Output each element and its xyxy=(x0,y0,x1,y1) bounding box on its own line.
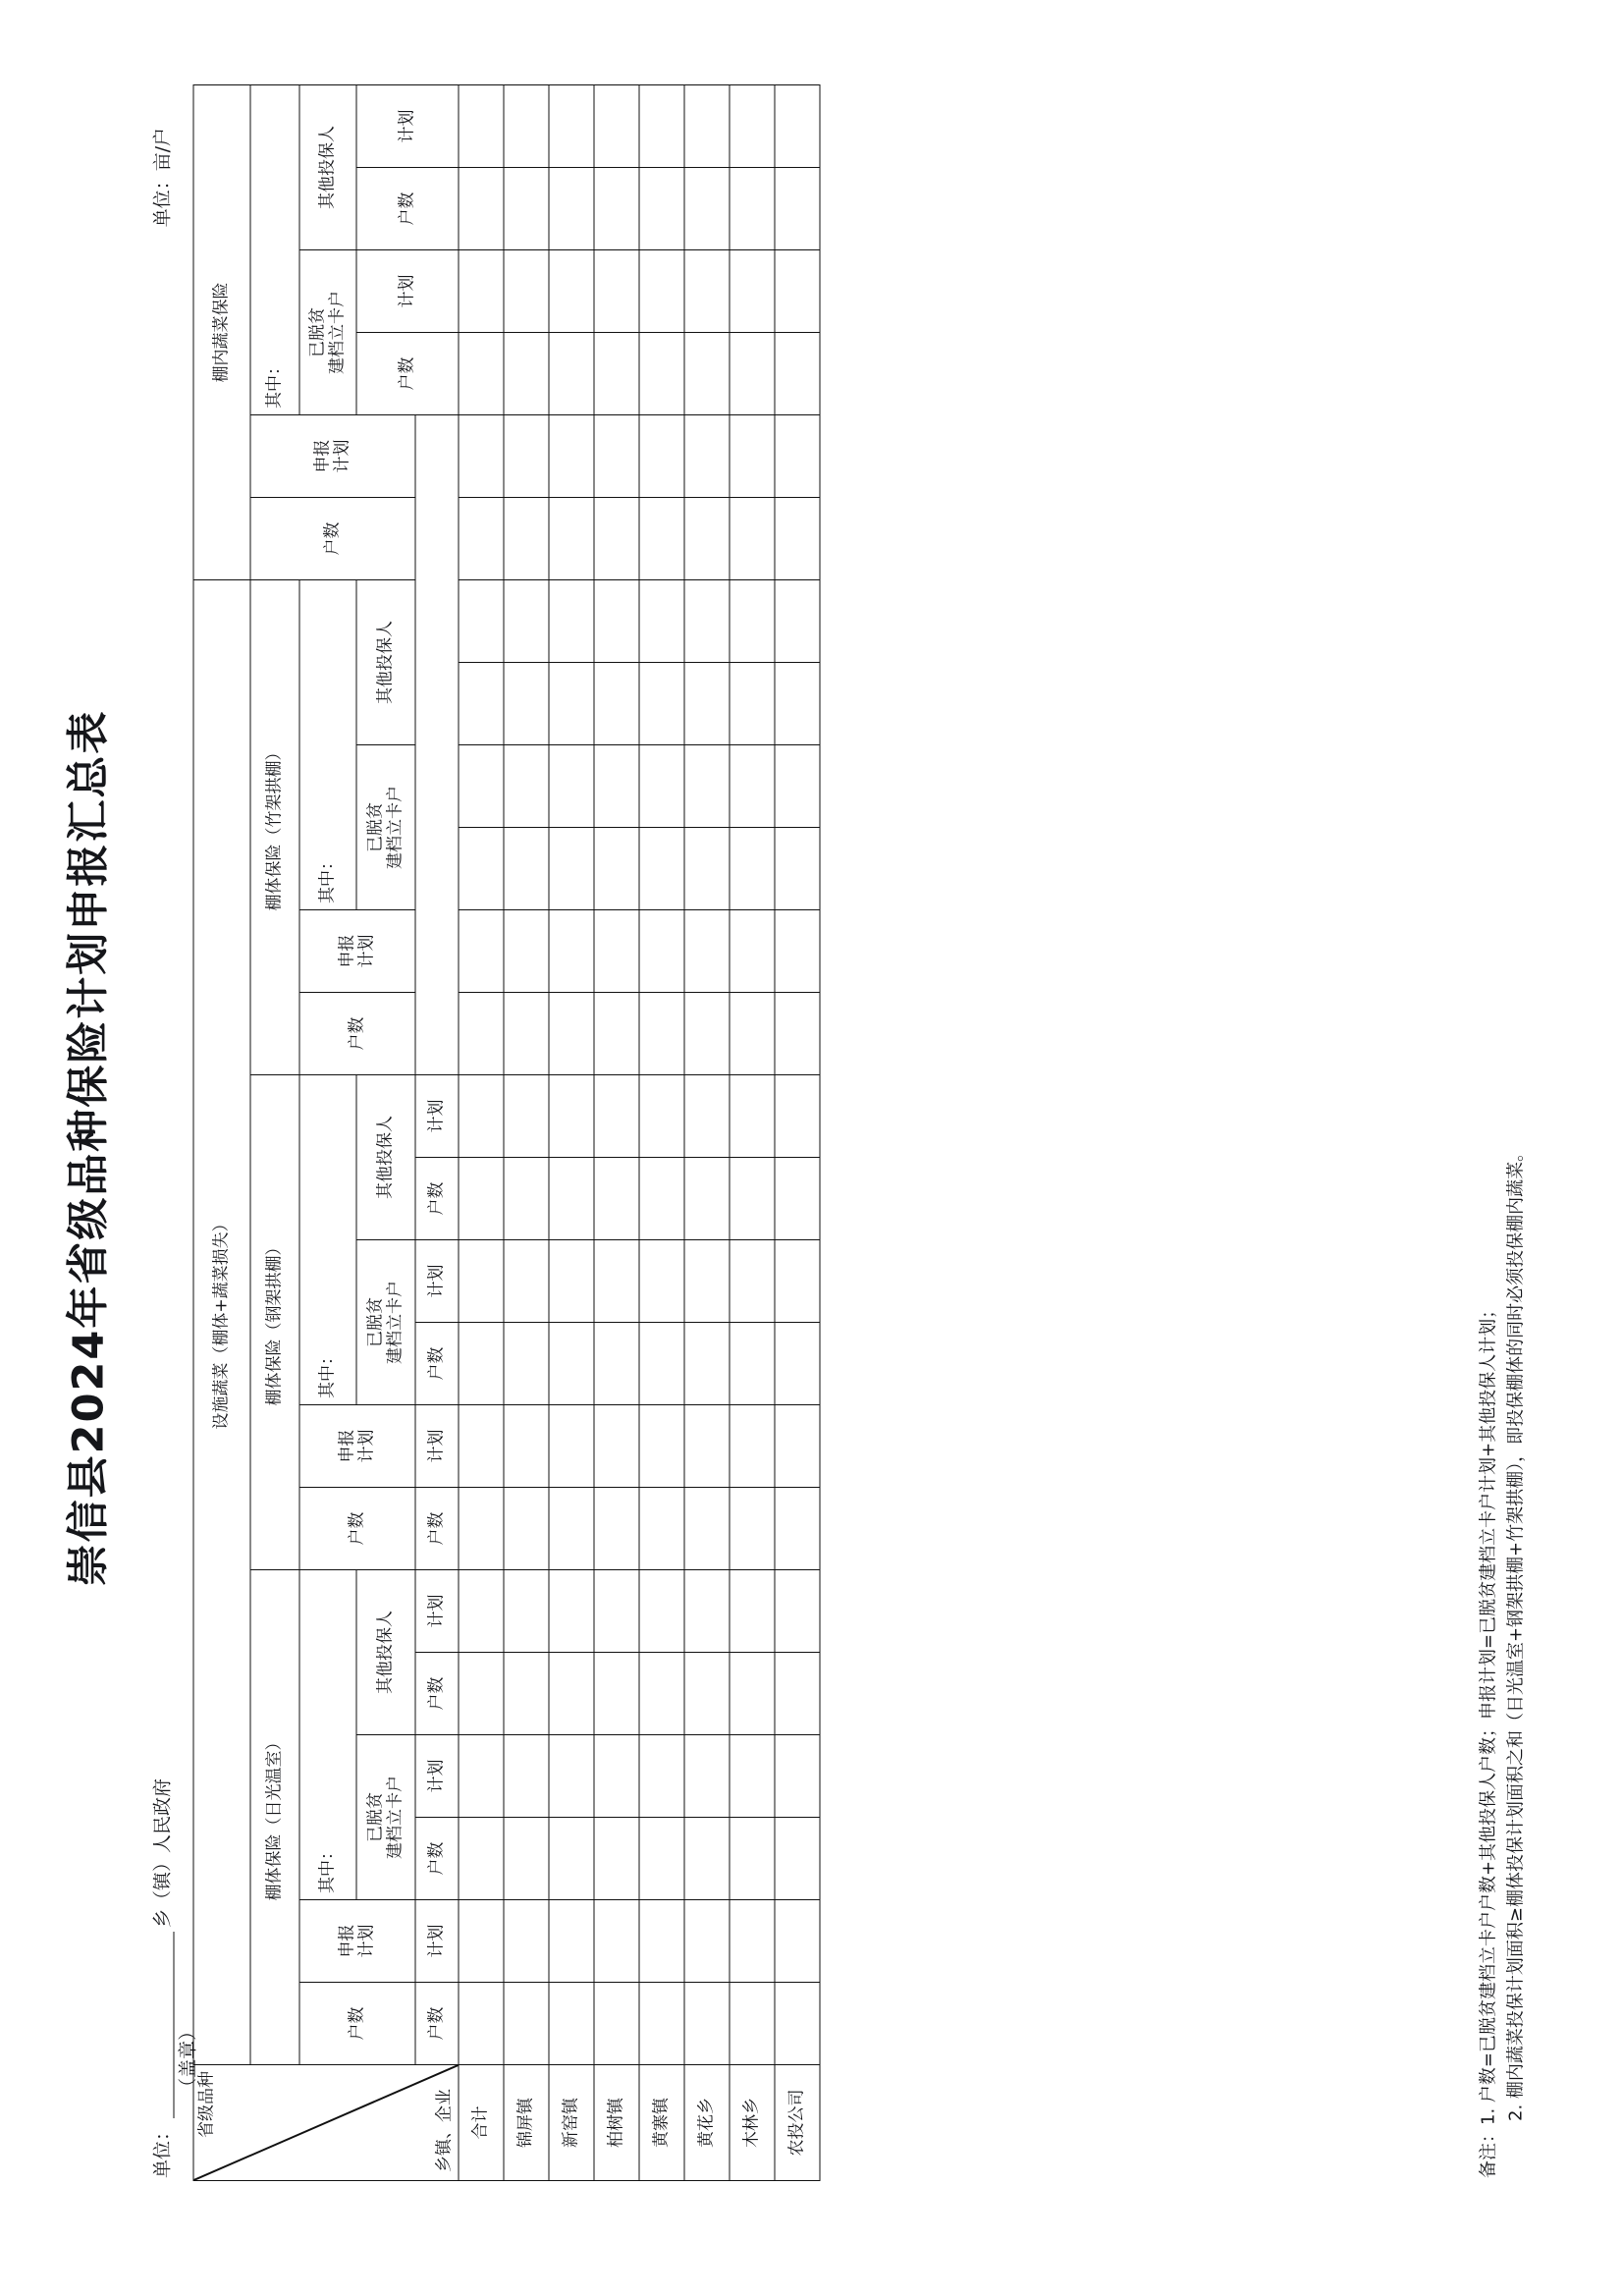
cell[interactable] xyxy=(730,745,775,828)
row-label: 新窑镇 xyxy=(549,2065,594,2181)
cell[interactable] xyxy=(684,1158,730,1240)
cell[interactable] xyxy=(684,168,730,250)
cell[interactable] xyxy=(459,1158,504,1240)
cell[interactable] xyxy=(730,168,775,250)
page-title: 崇信县2024年省级品种保险计划申报汇总表 xyxy=(64,709,113,1587)
g3-which-header: 其中： xyxy=(299,580,356,910)
cell[interactable] xyxy=(639,85,684,168)
cell[interactable] xyxy=(459,415,504,498)
cell[interactable] xyxy=(639,993,684,1075)
g1-other-plan-header: 计划 xyxy=(415,1735,459,1818)
cell[interactable] xyxy=(730,1900,775,1983)
cell[interactable] xyxy=(549,1818,594,1900)
cell[interactable] xyxy=(504,1488,549,1570)
cell[interactable] xyxy=(639,415,684,498)
cell[interactable] xyxy=(594,663,639,745)
g1-other-insured-header: 其他投保人 xyxy=(356,1570,415,1735)
cell[interactable] xyxy=(459,1075,504,1158)
cell[interactable] xyxy=(775,1323,820,1405)
g2-which-header: 其中： xyxy=(299,1075,356,1405)
unit-left-field xyxy=(147,1777,198,2178)
cell[interactable] xyxy=(594,1570,639,1653)
cell[interactable] xyxy=(730,1240,775,1323)
cell[interactable] xyxy=(639,1570,684,1653)
cell[interactable] xyxy=(504,663,549,745)
cell[interactable] xyxy=(594,250,639,333)
cell[interactable] xyxy=(459,993,504,1075)
g3-poor-plan-header: 计划 xyxy=(415,1240,459,1323)
cell[interactable] xyxy=(684,415,730,498)
cell[interactable] xyxy=(549,1158,594,1240)
cell[interactable] xyxy=(594,1405,639,1488)
cell[interactable] xyxy=(775,1570,820,1653)
cell[interactable] xyxy=(549,498,594,580)
notes-label: 备注： xyxy=(1478,2125,1498,2178)
cell[interactable] xyxy=(684,1075,730,1158)
cell[interactable] xyxy=(594,1735,639,1818)
cell[interactable] xyxy=(730,910,775,993)
row-label: 黄花乡 xyxy=(684,2065,730,2181)
g3-households-header: 户数 xyxy=(299,993,415,1075)
table-row[interactable] xyxy=(775,85,820,2181)
cell[interactable] xyxy=(730,580,775,663)
g2-plan-apply-header: 申报 计划 xyxy=(299,1405,415,1488)
cell[interactable] xyxy=(684,1240,730,1323)
cell[interactable] xyxy=(639,1405,684,1488)
table-row[interactable] xyxy=(594,85,639,2181)
cell[interactable] xyxy=(459,1405,504,1488)
cell[interactable] xyxy=(775,1488,820,1570)
cell[interactable] xyxy=(775,1653,820,1735)
cell[interactable] xyxy=(684,663,730,745)
cell[interactable] xyxy=(504,910,549,993)
cell[interactable] xyxy=(594,1488,639,1570)
cell[interactable] xyxy=(459,1983,504,2065)
cell[interactable] xyxy=(730,85,775,168)
g3-poor-count-header: 户数 xyxy=(415,1323,459,1405)
cell[interactable] xyxy=(639,663,684,745)
cell[interactable] xyxy=(775,1158,820,1240)
table-row[interactable] xyxy=(684,85,730,2181)
cell[interactable] xyxy=(459,1240,504,1323)
cell[interactable] xyxy=(639,1488,684,1570)
cell[interactable] xyxy=(730,1653,775,1735)
unit-right-field: 单位：亩/户 xyxy=(151,128,173,228)
cell[interactable] xyxy=(459,663,504,745)
g3-other-insured-header: 其他投保人 xyxy=(356,580,415,745)
cell[interactable] xyxy=(459,1818,504,1900)
cell[interactable] xyxy=(594,498,639,580)
cell[interactable] xyxy=(775,1818,820,1900)
cell[interactable] xyxy=(775,745,820,828)
cell[interactable] xyxy=(639,168,684,250)
g1-households-header: 户数 xyxy=(299,1983,415,2065)
cell[interactable] xyxy=(549,828,594,910)
cell[interactable] xyxy=(775,993,820,1075)
cell[interactable] xyxy=(684,333,730,415)
g1-which-header: 其中： xyxy=(299,1570,356,1900)
cell[interactable] xyxy=(730,663,775,745)
table-row[interactable] xyxy=(639,85,684,2181)
cell[interactable] xyxy=(549,910,594,993)
cell[interactable] xyxy=(594,1240,639,1323)
cell[interactable] xyxy=(639,745,684,828)
cell[interactable] xyxy=(504,1653,549,1735)
cell[interactable] xyxy=(504,580,549,663)
unit-left-seal: （盖章） xyxy=(177,2021,198,2097)
cell[interactable] xyxy=(684,910,730,993)
g4-households-header: 户数 xyxy=(250,498,415,580)
cell[interactable] xyxy=(504,250,549,333)
notes-line-1 xyxy=(1475,1144,1502,2178)
cell[interactable] xyxy=(775,85,820,168)
cell[interactable] xyxy=(775,168,820,250)
cell[interactable] xyxy=(730,1488,775,1570)
g2-poor-card-header: 已脱贫 建档立卡户 xyxy=(356,1240,415,1405)
cell[interactable] xyxy=(504,1323,549,1405)
cell[interactable] xyxy=(594,168,639,250)
cell[interactable] xyxy=(684,745,730,828)
cell[interactable] xyxy=(504,1900,549,1983)
notes-item-2: 2. 棚内蔬菜投保计划面积≥棚体投保计划面积之和（日光温室+钢架拱棚+竹架拱棚），即投保棚体的同时必须投保棚内蔬菜。 xyxy=(1504,1143,1526,2121)
cell[interactable] xyxy=(730,333,775,415)
cell[interactable] xyxy=(504,168,549,250)
table-row[interactable] xyxy=(549,85,594,2181)
cell[interactable] xyxy=(459,745,504,828)
cell[interactable] xyxy=(639,1323,684,1405)
cell[interactable] xyxy=(639,1983,684,2065)
g3-poor-card-header: 已脱贫 建档立卡户 xyxy=(356,745,415,910)
cell[interactable] xyxy=(730,250,775,333)
cell[interactable] xyxy=(775,1735,820,1818)
g2-other-plan-header: 计划 xyxy=(415,1405,459,1488)
cell[interactable] xyxy=(775,910,820,993)
table-corner-header xyxy=(193,2065,459,2181)
cell[interactable] xyxy=(459,250,504,333)
unit-left-blank xyxy=(155,1932,174,2118)
cell[interactable] xyxy=(775,1075,820,1158)
cell[interactable] xyxy=(594,1653,639,1735)
cell[interactable] xyxy=(775,828,820,910)
cell[interactable] xyxy=(775,1900,820,1983)
cell[interactable] xyxy=(459,1735,504,1818)
cell[interactable] xyxy=(549,1983,594,2065)
cell[interactable] xyxy=(504,1405,549,1488)
cell[interactable] xyxy=(775,1983,820,2065)
row-label: 锦屏镇 xyxy=(504,2065,549,2181)
cell[interactable] xyxy=(549,1240,594,1323)
cell[interactable] xyxy=(684,1488,730,1570)
cell[interactable] xyxy=(684,580,730,663)
g4-other-plan-header: 计划 xyxy=(356,85,459,168)
unit-left-suffix: 乡（镇）人民政府 xyxy=(151,1777,173,1928)
cell[interactable] xyxy=(730,1570,775,1653)
cell[interactable] xyxy=(730,415,775,498)
cell[interactable] xyxy=(639,333,684,415)
cell[interactable] xyxy=(459,333,504,415)
g2-households-header: 户数 xyxy=(299,1488,415,1570)
cell[interactable] xyxy=(730,1818,775,1900)
row-label: 柏树镇 xyxy=(594,2065,639,2181)
cell[interactable] xyxy=(459,910,504,993)
notes-item-1: 1. 户数=已脱贫建档立卡户户数+其他投保人户数；申报计划=已脱贫建档立卡户计划+其他投保人计划； xyxy=(1478,1300,1498,2125)
cell[interactable] xyxy=(459,168,504,250)
cell[interactable] xyxy=(730,1158,775,1240)
cell[interactable] xyxy=(639,1818,684,1900)
cell[interactable] xyxy=(639,250,684,333)
cell[interactable] xyxy=(639,828,684,910)
cell[interactable] xyxy=(549,745,594,828)
g3-other-count-header: 户数 xyxy=(415,1158,459,1240)
cell[interactable] xyxy=(684,85,730,168)
g4-plan-apply-header: 申报 计划 xyxy=(250,415,415,498)
cell[interactable] xyxy=(639,1735,684,1818)
corner-diagonal-icon xyxy=(193,2065,458,2180)
cell[interactable] xyxy=(549,993,594,1075)
group-2-header: 棚体保险（钢架拱棚） xyxy=(250,1075,299,1570)
cell[interactable] xyxy=(730,1075,775,1158)
cell[interactable] xyxy=(504,1240,549,1323)
cell[interactable] xyxy=(549,250,594,333)
row-label: 黄寨镇 xyxy=(639,2065,684,2181)
cell[interactable] xyxy=(504,745,549,828)
g3-plan-apply-header: 申报 计划 xyxy=(299,910,415,993)
cell[interactable] xyxy=(684,993,730,1075)
cell[interactable] xyxy=(549,1075,594,1158)
corner-top-label: 省级品种 xyxy=(196,2071,216,2138)
cell[interactable] xyxy=(549,415,594,498)
cell[interactable] xyxy=(684,1323,730,1405)
cell[interactable] xyxy=(594,580,639,663)
summary-table xyxy=(192,84,820,2181)
cell[interactable] xyxy=(504,85,549,168)
g2-other-insured-header: 其他投保人 xyxy=(356,1075,415,1240)
cell[interactable] xyxy=(730,1983,775,2065)
cell[interactable] xyxy=(639,1900,684,1983)
cell[interactable] xyxy=(684,250,730,333)
g4-poor-card-header: 已脱贫 建档立卡户 xyxy=(299,250,356,415)
cell[interactable] xyxy=(775,1405,820,1488)
cell[interactable] xyxy=(459,85,504,168)
cell[interactable] xyxy=(639,910,684,993)
cell[interactable] xyxy=(504,828,549,910)
cell[interactable] xyxy=(594,745,639,828)
cell[interactable] xyxy=(504,333,549,415)
row-label: 合计 xyxy=(459,2065,504,2181)
cell[interactable] xyxy=(504,1983,549,2065)
g4-which-header: 其中： xyxy=(250,85,299,415)
cell[interactable] xyxy=(594,1900,639,1983)
cell[interactable] xyxy=(639,498,684,580)
cell[interactable] xyxy=(775,415,820,498)
cell[interactable] xyxy=(549,1900,594,1983)
cell[interactable] xyxy=(684,828,730,910)
cell[interactable] xyxy=(504,415,549,498)
g4-other-insured-header: 其他投保人 xyxy=(299,85,356,250)
g4-other-count-header: 户数 xyxy=(356,168,459,250)
cell[interactable] xyxy=(504,1075,549,1158)
cell[interactable] xyxy=(594,828,639,910)
cell[interactable] xyxy=(459,1653,504,1735)
cell[interactable] xyxy=(594,333,639,415)
g2-poor-plan-header: 计划 xyxy=(415,1570,459,1653)
cell[interactable] xyxy=(549,1735,594,1818)
cell[interactable] xyxy=(684,1653,730,1735)
cell[interactable] xyxy=(459,828,504,910)
cell[interactable] xyxy=(594,1075,639,1158)
cell[interactable] xyxy=(549,580,594,663)
cell[interactable] xyxy=(594,1818,639,1900)
cell[interactable] xyxy=(594,1983,639,2065)
cell[interactable] xyxy=(549,663,594,745)
cell[interactable] xyxy=(459,1570,504,1653)
cell[interactable] xyxy=(775,250,820,333)
cell[interactable] xyxy=(730,1735,775,1818)
cell[interactable] xyxy=(504,1818,549,1900)
cell[interactable] xyxy=(775,663,820,745)
cell[interactable] xyxy=(684,1818,730,1900)
cell[interactable] xyxy=(459,1488,504,1570)
unit-left-prefix: 单位： xyxy=(151,2121,173,2178)
corner-bottom-label: 乡镇、企业 xyxy=(433,2089,454,2172)
g4-poor-count-header: 户数 xyxy=(356,333,459,415)
cell[interactable] xyxy=(549,1405,594,1488)
cell[interactable] xyxy=(549,1323,594,1405)
cell[interactable] xyxy=(730,498,775,580)
table-row[interactable] xyxy=(459,85,504,2181)
cell[interactable] xyxy=(549,1488,594,1570)
cell[interactable] xyxy=(459,580,504,663)
group-1-header: 棚体保险（日光温室） xyxy=(250,1570,299,2065)
cell[interactable] xyxy=(504,498,549,580)
cell[interactable] xyxy=(594,993,639,1075)
cell[interactable] xyxy=(549,85,594,168)
cell[interactable] xyxy=(684,1983,730,2065)
cell[interactable] xyxy=(549,333,594,415)
cell[interactable] xyxy=(684,1900,730,1983)
cell[interactable] xyxy=(549,1653,594,1735)
g1-poor-plan-header: 计划 xyxy=(415,1900,459,1983)
g3-other-plan-header: 计划 xyxy=(415,1075,459,1158)
cell[interactable] xyxy=(594,910,639,993)
cell[interactable] xyxy=(684,1570,730,1653)
row-label: 农投公司 xyxy=(775,2065,820,2181)
cell[interactable] xyxy=(684,498,730,580)
g4-poor-plan-header: 计划 xyxy=(356,250,459,333)
cell[interactable] xyxy=(775,580,820,663)
cell[interactable] xyxy=(549,168,594,250)
cell[interactable] xyxy=(504,1158,549,1240)
g1-plan-apply-header: 申报 计划 xyxy=(299,1900,415,1983)
cell[interactable] xyxy=(594,1158,639,1240)
cell[interactable] xyxy=(504,993,549,1075)
cell[interactable] xyxy=(459,1323,504,1405)
cell[interactable] xyxy=(594,415,639,498)
cell[interactable] xyxy=(775,1240,820,1323)
cell[interactable] xyxy=(639,1653,684,1735)
cell[interactable] xyxy=(639,1158,684,1240)
table-row[interactable] xyxy=(730,85,775,2181)
g1-other-count-header: 户数 xyxy=(415,1818,459,1900)
g1-poor-count-header: 户数 xyxy=(415,1983,459,2065)
notes-block xyxy=(1475,1144,1530,2178)
cell[interactable] xyxy=(730,828,775,910)
group-facility-header: 设施蔬菜（棚体+蔬菜损失） xyxy=(193,580,250,2065)
g2-poor-count-header: 户数 xyxy=(415,1653,459,1735)
notes-line-2 xyxy=(1502,1144,1530,2178)
cell[interactable] xyxy=(594,85,639,168)
g1-poor-card-header: 已脱贫 建档立卡户 xyxy=(356,1735,415,1900)
cell[interactable] xyxy=(730,993,775,1075)
row-label: 木林乡 xyxy=(730,2065,775,2181)
cell[interactable] xyxy=(504,1570,549,1653)
cell[interactable] xyxy=(639,1240,684,1323)
group-3-header: 棚体保险（竹架拱棚） xyxy=(250,580,299,1075)
cell[interactable] xyxy=(730,1323,775,1405)
cell[interactable] xyxy=(775,498,820,580)
cell[interactable] xyxy=(594,1323,639,1405)
g2-other-count-header: 户数 xyxy=(415,1488,459,1570)
cell[interactable] xyxy=(639,580,684,663)
cell[interactable] xyxy=(459,498,504,580)
cell[interactable] xyxy=(730,1405,775,1488)
table-row[interactable] xyxy=(504,85,549,2181)
cell[interactable] xyxy=(775,333,820,415)
cell[interactable] xyxy=(549,1570,594,1653)
group-4-header: 棚内蔬菜保险 xyxy=(193,85,250,580)
cell[interactable] xyxy=(504,1735,549,1818)
cell[interactable] xyxy=(459,1900,504,1983)
cell[interactable] xyxy=(684,1405,730,1488)
cell[interactable] xyxy=(684,1735,730,1818)
cell[interactable] xyxy=(639,1075,684,1158)
